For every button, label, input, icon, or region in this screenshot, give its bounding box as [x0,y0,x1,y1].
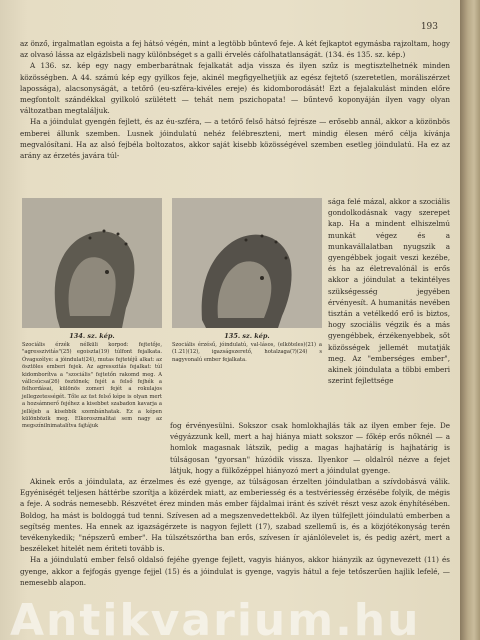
page-number: 193 [420,22,438,32]
top-text-block [20,38,450,161]
bottom-text-block [20,420,450,588]
paragraph-1: az önző, irgalmatlan egoista a fej hátsó végén, mint a legtöbb bűntevő feje. A két fejkaptot egymásba rajzoltam, hogy az olvasó lássa az elgázlsbeli nagy különbséget s a galli érvelés cáfolhatatlanságát. (134. és 135. sz. kép.) [20,39,450,60]
paragraph-6: Ha a jóindulatú ember felső oldalsó fejéhe gyenge fejlett, vagyis hiányos, akkor hiányzik az úgynevezett (11) és gyenge, akkor a fejfogás gyenge fejjel (15) és a jóindulat is gyenge, vagyis hátul a feje tetőszerűen hajlik lefelé, — nemesebb alapon. [20,555,450,587]
figure-135-label: 135. sz. kép. [224,332,270,340]
book-edge [460,0,480,640]
paragraph-5: Akinek erős a jóindulata, az érzelmes és ezé gyenge, az túlságosan érzelten jóindulatban a szívdobásvá válik. Egyéniségét teljesen háttérbe szorítja a közérdek miatt, az emberiesség és a testvériesség érzésébe folyik, de mégis a feje. A sodrás nemesebb. Részvétet érez minden más ember fájdalmai iránt és szívét részt vesz azok ényhítésében. Boldog, ha mást is boldoggá tud tenni. Szívesen ad a megszenvedettekből. Az ilyen túlfejlett jóindulatú emberben a segítség mentes. Ha ennek az igazságérzete is nagyon fejlett (17), szabad szellemű is, és a közjótékonyság terén tevékenykedik; "népszerű ember". Ha túlszétszórtha ban erős, szívesen ír ajánlólevelet is, és pedig azért, mert a beszéleket hitelét nem ériteti tovább is. [20,477,450,554]
figure-134-caption: Szociális érzék nélküli korpod: fejtetője, "agresszivitás"(25) egoiszta(19) túlfont fejalkata. Óvagszélye: a jóindulat(24), mutas fejtetéjű alkat: az ösztöles emberi fejek. Az agresszitás fejalkat: túl kidomborítva a "szociális" fejtetőn rakomd meg. A vállcsúcsa(26) ösztönek; fejét a felső fejhék a felhordásai, különös zomeri fejét a rokulajos jellegzetességét. Tőle az üst felső képe is olyan mert a hozsámnerő fejéhez a kisebbet szabadon kavarja a jelléjeb a kisebbik szembánhatak. Ez a képen különbözik meg. Elkoroszmalitai sem nagy az megszínilnimatalítva fajtájuk [22,342,162,430]
head-profile-illustration-135 [172,198,322,328]
figure-135-caption: Szociális érzésű, jóindulatú, val-lásos, (elköteles)(21) a (1.21)(12), igazságszerető, hotalzaga(?)(24) s nagyvonalú ember fejalkata. [172,342,322,363]
figure-134-label: 134. sz. kép. [69,332,115,340]
figure-134-photo [22,198,162,328]
paragraph-3: Ha a jóindulat gyengén fejlett, és az éu-szféra, — a tetőrő felső hátsó fejrésze — erősebb annál, akkor a közönbös emberei állunk szemben. Lusnek jóindulatú nehéz felébreszteni, mert mindig élesen mérő célja kívánja megvalósítani. Ha az alsó fejbéla boltozatos, akkor saját kisebb közösségével szemben esetleg jóindulatú. Ha ez az arány az érzetés javára túl- [20,117,450,161]
right-column-text: sága felé mázal, akkor a szociális gondolkodásnak vagy szerepet kap. Ha a mindent elhiszelmú munkát végez és a munkavállalatban nyugszik a gyengébbek jogait veszi kezébe, és ha az életrevalónál is erős akkor a jóindulat a tekintélyes szükségesség jegyében érvényesít. A humanitás nevében tisztán a vetélkedő erő is biztos, hogy szociális végzik és a más gyengébbek, érzékenyebbek, sőt közösségek jellemét mutatják meg. Az "emberséges ember", akinek jóindulata a többi emberi szerint fejlettsége [328,197,450,386]
head-profile-illustration-134 [22,198,162,328]
paragraph-2: A 136. sz. kép egy nagy emberbarátnak fejalkatát adja vissza és ilyen szűz is megtisztelhetnék minden közösségben. A 44. számú kép egy gyilkos feje, akinél megfigyelhetjük az egész fejtető (szeretetlen, moráliszérzet lapossága), alacsonyságát, a tetőrő (eu-szféra-kivéles ereje) és kidomborodását! Ezt a fejalakulást minden előre megfontolt szándékkal gyilkoló szülétett — tehát nem pszichopata! — bűntevő koponyáján ilyen vagy olyan változatban megtaláljuk. [20,61,450,116]
watermark-logo: Antikvarium.hu [10,595,421,640]
figure-135-photo [172,198,322,328]
paragraph-4: fog érvényesülni. Sokszor csak homlokhajlás ták az ilyen ember feje. De végyázzunk kell, mert a haj hiánya miatt sokszor — főkép erős nőknél — a homlok magasnak látszik, pedig a magas hajhatáríg is hajhatárig is túlságosan "gyorsan" húzódik vissza. Ilyenkor — oldalról nézve a fejet látjuk, hogy a fülkőzéppel hiányozó mert a jóindulat gyenge. [170,421,450,475]
